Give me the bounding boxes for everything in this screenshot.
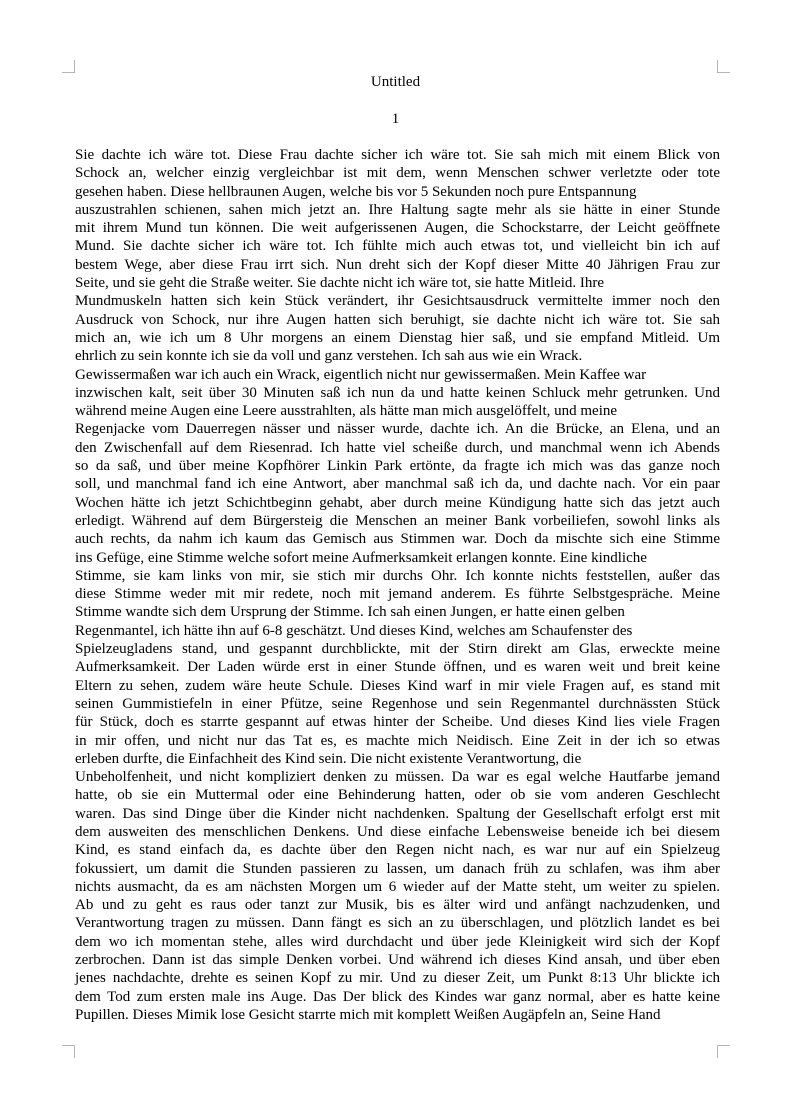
body-text-line: ins Gefüge, eine Stimme welche sofort meine Aufmerksamkeit erlangen konnte. Eine kindliche: [75, 549, 647, 566]
body-text-line: mich an, wie ich um 8 Uhr morgens an einem Dienstag hier saß, und sie empfand Mitleid. Um: [75, 329, 720, 346]
body-text-line: ehrlich zu sein konnte ich sie da voll und ganz verstehen. Ich sah aus wie ein Wrack.: [75, 348, 583, 365]
body-text-line: während meine Augen eine Leere ausstrahlten, als hätte man mich ausgelöffelt, und meine: [75, 403, 618, 420]
body-text-line: Gewissermaßen war ich auch ein Wrack, eigentlich nicht nur gewissermaßen. Mein Kaffee war: [75, 366, 647, 383]
body-text-line: dem wo ich momentan stehe, alles wird durchdacht und über jede Kleinigkeit wird sich der Kopf: [75, 933, 720, 950]
body-text-line: hatte, ob sie ein Muttermal oder eine Behinderung hatten, oder ob sie vom anderen Geschlecht: [75, 787, 720, 804]
body-text-line: den Zwischenfall auf dem Riesenrad. Ich hatte viel scheiße durch, und manchmal wenn ich Abends: [75, 439, 720, 456]
page-number: 1: [391, 111, 400, 127]
body-text-line: Pupillen. Dieses Mimik lose Gesicht starrte mich mit komplett Weißen Augäpfeln an, Seine Hand: [75, 1006, 661, 1023]
body-text-line: jenes nachdachte, drehte es seinen Kopf zu mir. Und zu dieser Zeit, um Punkt 8:13 Uhr blickte ich: [75, 970, 720, 987]
body-text-line: soll, und manchmal fand ich eine Antwort, aber manchmal saß ich da, und dachte nach. Vor ein paar: [75, 476, 720, 493]
body-text-line: waren. Das sind Dinge über die Kinder nicht nachdenken. Spaltung der Gesellschaft erfolgt erst mit: [75, 805, 720, 822]
body-text-line: Sie dachte ich wäre tot. Diese Frau dachte sicher ich wäre tot. Sie sah mich mit einem Blick von: [75, 147, 720, 163]
body-text-line: Regenjacke vom Dauerregen nässer und nässer wurde, dachte ich. An die Brücke, an Elena, und an: [75, 421, 720, 438]
body-text-line: dem ausweiten des menschlichen Denkens. Und diese einfache Lebensweise beneide ich bei diesem: [75, 823, 720, 840]
body-text-line: Ab und zu geht es raus oder tanzt zur Musik, bis es älter wird und anfängt nachzudenken, und: [75, 897, 720, 914]
body-text-line: Spielzeugladens stand, und gespannt durchblickte, mit der Stirn direkt am Glas, erweckte meine: [75, 641, 720, 658]
body-text-line: erledigt. Während auf dem Bürgersteig die Menschen an meiner Bank vorbeiliefen, sowohl links als: [75, 512, 720, 529]
body-text-line: Mund. Sie dachte sicher ich wäre tot. Ich fühlte mich auch etwas tot, und vielleicht bin ich auf: [75, 238, 720, 255]
body-text-line: auch rechts, da nahm ich kaum das Gemisch aus Stimmen war. Doch da mischte sich eine Stimme: [75, 531, 720, 548]
body-text-line: mit ihrem Mund tun können. Die weit aufgerissenen Augen, die Schockstarre, der Leicht geöffnete: [75, 220, 720, 237]
page-corner-mark-bottom-left: [62, 1045, 75, 1058]
body-text-line: dem Tod zum ersten male ins Auge. Das Der blick des Kindes war ganz normal, aber es hatte keine: [75, 988, 720, 1005]
body-text-line: diese Stimme weder mit mir redete, noch mit jemand anderem. Es führte Selbstgespräche. Meine: [75, 586, 720, 603]
body-text-line: Stimme wandte sich dem Ursprung der Stimme. Ich sah einen Jungen, er hatte einen gelben: [75, 604, 625, 621]
body-text-line: Verantwortung tragen zu müssen. Dann fängt es sich an zu überschlagen, und plötzlich landet es bei: [75, 915, 720, 932]
body-text-line: in mir offen, und nicht nur das Tat es, es machte mich Neidisch. Eine Zeit in der ich so etwas: [75, 732, 720, 749]
document-header-title: Untitled: [370, 74, 421, 90]
body-text-line: nichts ausmacht, da es am nächsten Morgen um 6 wieder auf der Matte steht, um weiter zu spielen.: [75, 878, 720, 895]
body-text-line: für Stück, doch es starrte gespannt auf etwas hinter der Scheibe. Und dieses Kind lies viele Fragen: [75, 714, 720, 731]
body-text-line: Eltern zu sehen, zudem wäre heute Schule. Dieses Kind warf in mir viele Fragen auf, es stand mit: [75, 677, 720, 694]
body-text-line: Regenmantel, ich hätte ihn auf 6-8 geschätzt. Und dieses Kind, welches am Schaufenster des: [75, 622, 633, 639]
document-body-text[interactable]: [75, 146, 720, 1024]
body-text-line: erleben durfte, die Einfachheit des Kind sein. Die nicht existente Verantwortung, die: [75, 750, 582, 767]
body-text-line: Wochen hätte ich jetzt Schichtbeginn gehabt, aber durch meine Kündigung hatte sich das jetzt auch: [75, 494, 720, 511]
body-text-line: Kind, es stand einfach da, es dachte über den Regen nicht nach, es war nur auf ein Spielzeug: [75, 842, 720, 859]
body-text-line: gesehen haben. Diese hellbraunen Augen, welche bis vor 5 Sekunden noch pure Entspannung: [75, 183, 637, 200]
page-corner-mark-bottom-right: [717, 1045, 730, 1058]
body-text-line: Schock an, welcher einzig vergleichbar ist mit dem, wenn Menschen schwer verletzte oder tote: [75, 165, 720, 182]
body-text-line: auszustrahlen schienen, sahen mich jetzt an. Ihre Haltung sagte mehr als sie hätte in einer Stunde: [75, 201, 720, 218]
body-text-line: Ausdruck von Schock, nur ihre Augen hatten sich beruhigt, sie dachte nicht ich wäre tot. Sie sah: [75, 311, 720, 328]
body-text-line: so da saß, und über meine Kopfhörer Linkin Park ertönte, da fragte ich mich was das ganze noch: [75, 458, 720, 475]
body-text-line: inzwischen kalt, seit über 30 Minuten saß ich nun da und hatte keinen Schluck mehr getrunken. Und: [75, 384, 720, 401]
body-text-line: Aufmerksamkeit. Der Laden würde erst in einer Stunde öffnen, und es waren weit und breit keine: [75, 659, 720, 676]
body-text-line: seinen Gummistiefeln in einer Pfütze, seine Regenhose und sein Regenmantel durchnässten Stück: [75, 695, 720, 712]
body-text-line: Mundmuskeln hatten sich kein Stück verändert, ihr Gesichtsausdruck vermittelte immer noch den: [75, 293, 720, 310]
body-text-line: Unbeholfenheit, und nicht kompliziert denken zu müssen. Da war es egal welche Hautfarbe jemand: [75, 769, 720, 786]
body-text-line: fokussiert, um damit die Stunden passieren zu lassen, um danach früh zu schlafen, was ihm aber: [75, 860, 720, 877]
body-text-line: zerbrochen. Dann ist das simple Denken vorbei. Und während ich dieses Kind ansah, und über eben: [75, 952, 720, 969]
body-text-line: bestem Wege, aber diese Frau irrt sich. Nun dreht sich der Kopf dieser Mitte 40 Jährigen Frau zur: [75, 256, 720, 273]
body-text-line: Seite, und sie geht die Straße weiter. Sie dachte nicht ich wäre tot, sie hatte Mitleid. Ihre: [75, 275, 605, 292]
body-text-line: Stimme, sie kam links von mir, sie stich mir durchs Ohr. Ich konnte nichts feststellen, außer das: [75, 567, 720, 584]
